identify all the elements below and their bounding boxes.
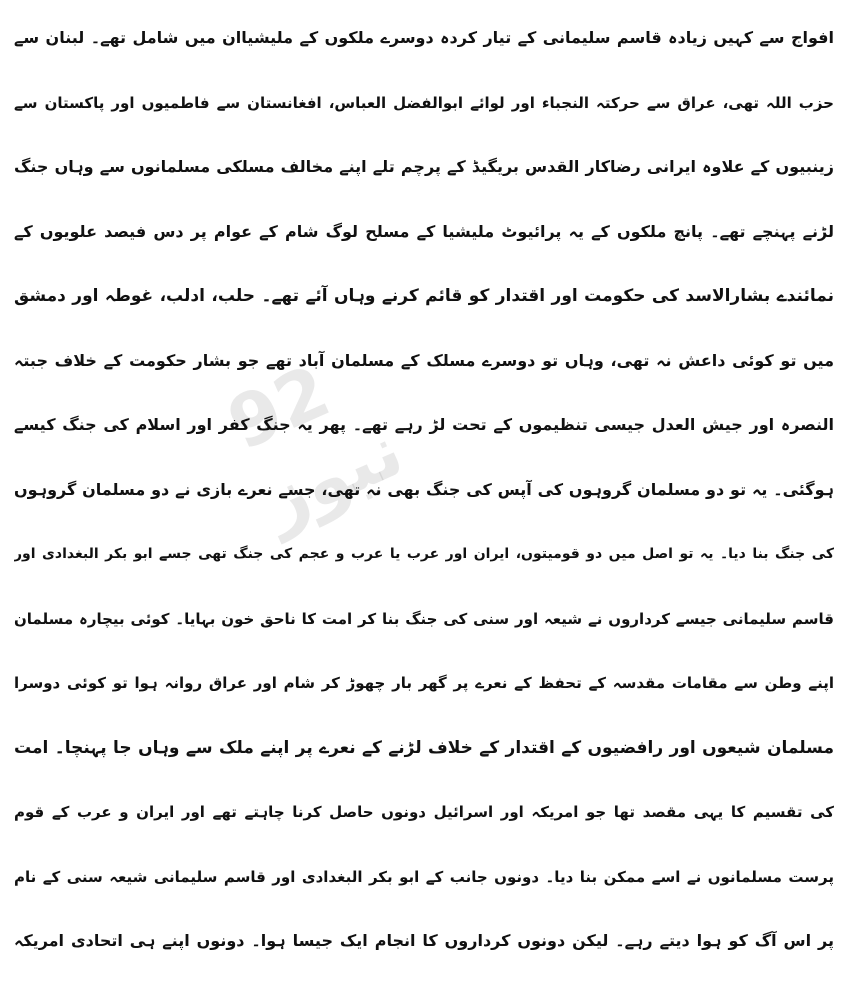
text-line: کی تقسیم کا یہی مقصد تھا جو امریکہ اور اسرائیل دونوں حاصل کرنا چاہتے تھے اور ایران و عرب کے قوم: [14, 803, 834, 821]
watermark: 92 نیوز: [215, 348, 415, 543]
text-line: میں تو کوئی داعش نہ تھی، وہاں تو دوسرے مسلک کے مسلمان آباد تھے جو بشار حکومت کے خلاف جبتہ: [14, 350, 834, 370]
text-line: حزب اللہ تھی، عراق سے حرکتہ النجباء اور لوائے ابوالفضل العباس، افغانستان سے فاطمیوں اور پاکستان سے: [14, 93, 834, 112]
text-line: ہوگئی۔ یہ تو دو مسلمان گروہوں کی آپس کی جنگ بھی نہ تھی، جسے نعرے بازی نے دو مسلمان گروہوں: [14, 479, 834, 499]
text-line: نمائندے بشارالاسد کی حکومت اور اقتدار کو قائم کرنے وہاں آئے تھے۔ حلب، ادلب، غوطہ اور دمشق: [14, 286, 834, 306]
text-line: پر اس آگ کو ہوا دیتے رہے۔ لیکن دونوں کرداروں کا انجام ایک جیسا ہوا۔ دونوں اپنے ہی اتحادی امریکہ: [14, 931, 834, 950]
text-line: اپنے وطن سے مقامات مقدسہ کے تحفظ کے نعرے پر گھر بار چھوڑ کر شام اور عراق روانہ ہوا تو کوئی دوسرا: [14, 674, 834, 692]
text-line: پرست مسلمانوں نے اسے ممکن بنا دیا۔ دونوں جانب کے ابو بکر البغدادی اور قاسم سلیمانی شیعہ سنی کے نام: [14, 867, 834, 886]
text-line: النصرہ اور جیش العدل جیسی تنظیموں کے تحت لڑ رہے تھے۔ پھر یہ جنگ کفر اور اسلام کی جنگ کیسے: [14, 415, 834, 434]
text-line: مسلمان شیعوں اور رافضیوں کے اقتدار کے خلاف لڑنے کے نعرے پر اپنے ملک سے وہاں جا پہنچا۔ امت: [14, 737, 834, 758]
text-line: زینبیوں کے علاوہ ایرانی رضاکار القدس بریگیڈ کے پرچم تلے اپنے مخالف مسلکی مسلمانوں سے وہاں جنگ: [14, 157, 834, 176]
text-line: کی جنگ بنا دیا۔ یہ تو اصل میں دو قومیتوں، ایران اور عرب یا عرب و عجم کی جنگ تھی جسے ابو بکر البغدادی اور: [14, 546, 834, 562]
text-line: قاسم سلیمانی جیسے کرداروں نے شیعہ اور سنی کی جنگ بنا کر امت کا ناحق خون بہایا۔ کوئی بیچارہ مسلمان: [14, 609, 834, 628]
article-body: [14, 6, 834, 974]
text-line: لڑنے پہنچے تھے۔ پانچ ملکوں کے یہ پرائیوٹ ملیشیا کے مسلح لوگ شام کے عوام پر دس فیصد علویوں کے: [14, 221, 834, 241]
text-line: افواج سے کہیں زیادہ قاسم سلیمانی کے تیار کردہ دوسرے ملکوں کے ملیشیاان میں شامل تھے۔ لبنان سے: [14, 28, 834, 47]
